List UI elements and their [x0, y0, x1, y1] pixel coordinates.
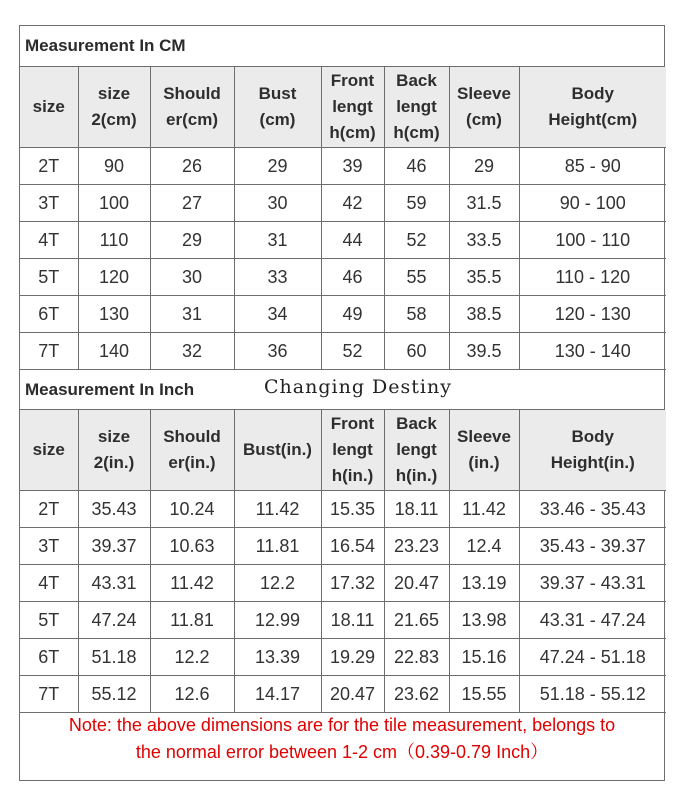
column-header-line: Back	[396, 71, 437, 90]
size-label-cell: 4T	[20, 222, 78, 259]
measurement-cell: 27	[150, 185, 234, 222]
note-line-2: the normal error between 1-2 cm（0.39-0.79 Inch）	[135, 742, 549, 762]
column-header	[321, 410, 384, 491]
measurement-cell: 47.24 - 51.18	[519, 639, 666, 676]
measurement-cell: 11.42	[150, 565, 234, 602]
size-label-cell: 6T	[20, 639, 78, 676]
column-header	[519, 410, 666, 491]
measurement-cell: 23.23	[384, 528, 449, 565]
table-row	[20, 565, 666, 602]
column-header-line: Should	[163, 84, 221, 103]
measurement-cell: 30	[150, 259, 234, 296]
measurement-cell: 32	[150, 333, 234, 370]
measurement-cell: 130 - 140	[519, 333, 666, 370]
column-header-line: h(cm)	[393, 123, 440, 142]
table-row	[20, 222, 666, 259]
column-header-line: Front	[330, 71, 375, 90]
cm-section-title: Measurement In CM	[25, 36, 186, 55]
measurement-cell: 18.11	[384, 491, 449, 528]
column-header-line: Sleeve	[457, 84, 511, 103]
measurement-cell: 120	[78, 259, 150, 296]
measurement-cell: 90 - 100	[519, 185, 666, 222]
column-header-line: Height(in.)	[550, 453, 635, 472]
measurement-cell: 39.5	[449, 333, 519, 370]
size-label-cell: 2T	[20, 491, 78, 528]
measurement-cell: 110	[78, 222, 150, 259]
measurement-cell: 140	[78, 333, 150, 370]
column-header-line: Height(cm)	[548, 110, 638, 129]
column-header-line: Bust	[258, 84, 297, 103]
size-label-cell: 4T	[20, 565, 78, 602]
column-header-line: size	[97, 84, 131, 103]
column-header-line: er(cm)	[166, 110, 218, 129]
note-line-1: Note: the above dimensions are for the tile measurement, belongs to	[68, 715, 616, 735]
inch-table-body	[20, 410, 666, 713]
column-header-line: Front	[330, 414, 375, 433]
measurement-cell: 35.43 - 39.37	[519, 528, 666, 565]
size-label-cell: 5T	[20, 259, 78, 296]
size-label-cell: 7T	[20, 676, 78, 713]
column-header-line: h(cm)	[329, 123, 376, 142]
measurement-cell: 47.24	[78, 602, 150, 639]
measurement-cell: 33.46 - 35.43	[519, 491, 666, 528]
measurement-cell: 33.5	[449, 222, 519, 259]
column-header	[449, 410, 519, 491]
column-header-line: size	[32, 97, 65, 116]
measurement-cell: 26	[150, 148, 234, 185]
column-header-line: er(in.)	[168, 453, 216, 472]
measurement-cell: 13.39	[234, 639, 321, 676]
measurement-cell: 18.11	[321, 602, 384, 639]
column-header	[150, 67, 234, 148]
measurement-cell: 120 - 130	[519, 296, 666, 333]
table-row	[20, 185, 666, 222]
measurement-cell: 51.18	[78, 639, 150, 676]
measurement-cell: 19.29	[321, 639, 384, 676]
column-header-line: Back	[396, 414, 437, 433]
size-chart-sheet	[19, 25, 665, 781]
measurement-cell: 11.81	[234, 528, 321, 565]
inch-section-header	[20, 370, 664, 410]
column-header	[150, 410, 234, 491]
measurement-cell: 44	[321, 222, 384, 259]
measurement-cell: 29	[449, 148, 519, 185]
measurement-cell: 29	[150, 222, 234, 259]
column-header-line: Body	[571, 427, 614, 446]
measurement-cell: 16.54	[321, 528, 384, 565]
column-header	[321, 67, 384, 148]
measurement-cell: 55.12	[78, 676, 150, 713]
table-row	[20, 259, 666, 296]
inch-section-title: Measurement In Inch	[25, 379, 195, 399]
measurement-cell: 30	[234, 185, 321, 222]
table-row	[20, 639, 666, 676]
column-header-line: 2(cm)	[91, 110, 137, 129]
column-header-line: h(in.)	[331, 466, 374, 485]
measurement-cell: 51.18 - 55.12	[519, 676, 666, 713]
measurement-cell: 12.99	[234, 602, 321, 639]
column-header-line: Body	[571, 84, 614, 103]
measurement-cell: 36	[234, 333, 321, 370]
column-header	[20, 410, 78, 491]
measurement-cell: 29	[234, 148, 321, 185]
measurement-cell: 49	[321, 296, 384, 333]
measurement-cell: 90	[78, 148, 150, 185]
measurement-cell: 11.42	[449, 491, 519, 528]
cm-size-table	[20, 67, 666, 370]
measurement-cell: 11.81	[150, 602, 234, 639]
column-header-line: (in.)	[468, 453, 500, 472]
column-header	[449, 67, 519, 148]
measurement-cell: 14.17	[234, 676, 321, 713]
column-header	[78, 67, 150, 148]
measurement-cell: 100 - 110	[519, 222, 666, 259]
size-label-cell: 5T	[20, 602, 78, 639]
measurement-cell: 15.35	[321, 491, 384, 528]
measurement-cell: 35.5	[449, 259, 519, 296]
measurement-cell: 20.47	[384, 565, 449, 602]
column-header	[519, 67, 666, 148]
measurement-cell: 12.4	[449, 528, 519, 565]
measurement-cell: 35.43	[78, 491, 150, 528]
measurement-cell: 46	[321, 259, 384, 296]
column-header-line: Bust(in.)	[243, 440, 312, 459]
header-row	[20, 410, 666, 491]
size-label-cell: 2T	[20, 148, 78, 185]
table-row	[20, 333, 666, 370]
measurement-cell: 55	[384, 259, 449, 296]
measurement-cell: 12.2	[234, 565, 321, 602]
measurement-cell: 17.32	[321, 565, 384, 602]
measurement-cell: 39.37 - 43.31	[519, 565, 666, 602]
measurement-cell: 43.31 - 47.24	[519, 602, 666, 639]
column-header-line: size	[32, 440, 65, 459]
column-header	[234, 67, 321, 148]
measurement-cell: 60	[384, 333, 449, 370]
measurement-cell: 22.83	[384, 639, 449, 676]
measurement-cell: 39.37	[78, 528, 150, 565]
table-row	[20, 296, 666, 333]
column-header-line: lengt	[332, 97, 373, 116]
measurement-cell: 58	[384, 296, 449, 333]
cm-section-header	[20, 26, 664, 67]
measurement-cell: 12.6	[150, 676, 234, 713]
column-header-line: lengt	[396, 97, 437, 116]
measurement-cell: 130	[78, 296, 150, 333]
column-header-line: 2(in.)	[93, 453, 135, 472]
measurement-cell: 15.16	[449, 639, 519, 676]
measurement-cell: 42	[321, 185, 384, 222]
measurement-cell: 110 - 120	[519, 259, 666, 296]
column-header-line: (cm)	[259, 110, 296, 129]
column-header	[384, 67, 449, 148]
measurement-cell: 43.31	[78, 565, 150, 602]
table-row	[20, 602, 666, 639]
measurement-cell: 34	[234, 296, 321, 333]
measurement-note	[20, 698, 664, 780]
measurement-cell: 31	[234, 222, 321, 259]
measurement-cell: 46	[384, 148, 449, 185]
table-row	[20, 528, 666, 565]
column-header-line: Should	[163, 427, 221, 446]
measurement-cell: 15.55	[449, 676, 519, 713]
column-header-line: h(in.)	[395, 466, 438, 485]
column-header	[384, 410, 449, 491]
measurement-cell: 11.42	[234, 491, 321, 528]
measurement-cell: 59	[384, 185, 449, 222]
measurement-cell: 12.2	[150, 639, 234, 676]
size-label-cell: 3T	[20, 528, 78, 565]
measurement-cell: 21.65	[384, 602, 449, 639]
column-header-line: lengt	[396, 440, 437, 459]
header-row	[20, 67, 666, 148]
size-label-cell: 3T	[20, 185, 78, 222]
measurement-cell: 100	[78, 185, 150, 222]
measurement-cell: 10.24	[150, 491, 234, 528]
measurement-cell: 33	[234, 259, 321, 296]
measurement-cell: 13.19	[449, 565, 519, 602]
cm-table-body	[20, 67, 666, 370]
column-header-line: size	[97, 427, 131, 446]
measurement-cell: 10.63	[150, 528, 234, 565]
measurement-cell: 13.98	[449, 602, 519, 639]
measurement-cell: 52	[321, 333, 384, 370]
size-label-cell: 6T	[20, 296, 78, 333]
table-row	[20, 491, 666, 528]
inch-size-table	[20, 410, 666, 713]
measurement-cell: 39	[321, 148, 384, 185]
measurement-cell: 85 - 90	[519, 148, 666, 185]
column-header	[234, 410, 321, 491]
column-header	[78, 410, 150, 491]
measurement-cell: 52	[384, 222, 449, 259]
measurement-cell: 23.62	[384, 676, 449, 713]
table-row	[20, 148, 666, 185]
size-label-cell: 7T	[20, 333, 78, 370]
measurement-cell: 20.47	[321, 676, 384, 713]
column-header-line: Sleeve	[457, 427, 511, 446]
measurement-cell: 31.5	[449, 185, 519, 222]
column-header-line: lengt	[332, 440, 373, 459]
measurement-cell: 31	[150, 296, 234, 333]
measurement-cell: 38.5	[449, 296, 519, 333]
brand-watermark: Changing Destiny	[264, 376, 452, 398]
column-header-line: (cm)	[466, 110, 502, 129]
column-header	[20, 67, 78, 148]
